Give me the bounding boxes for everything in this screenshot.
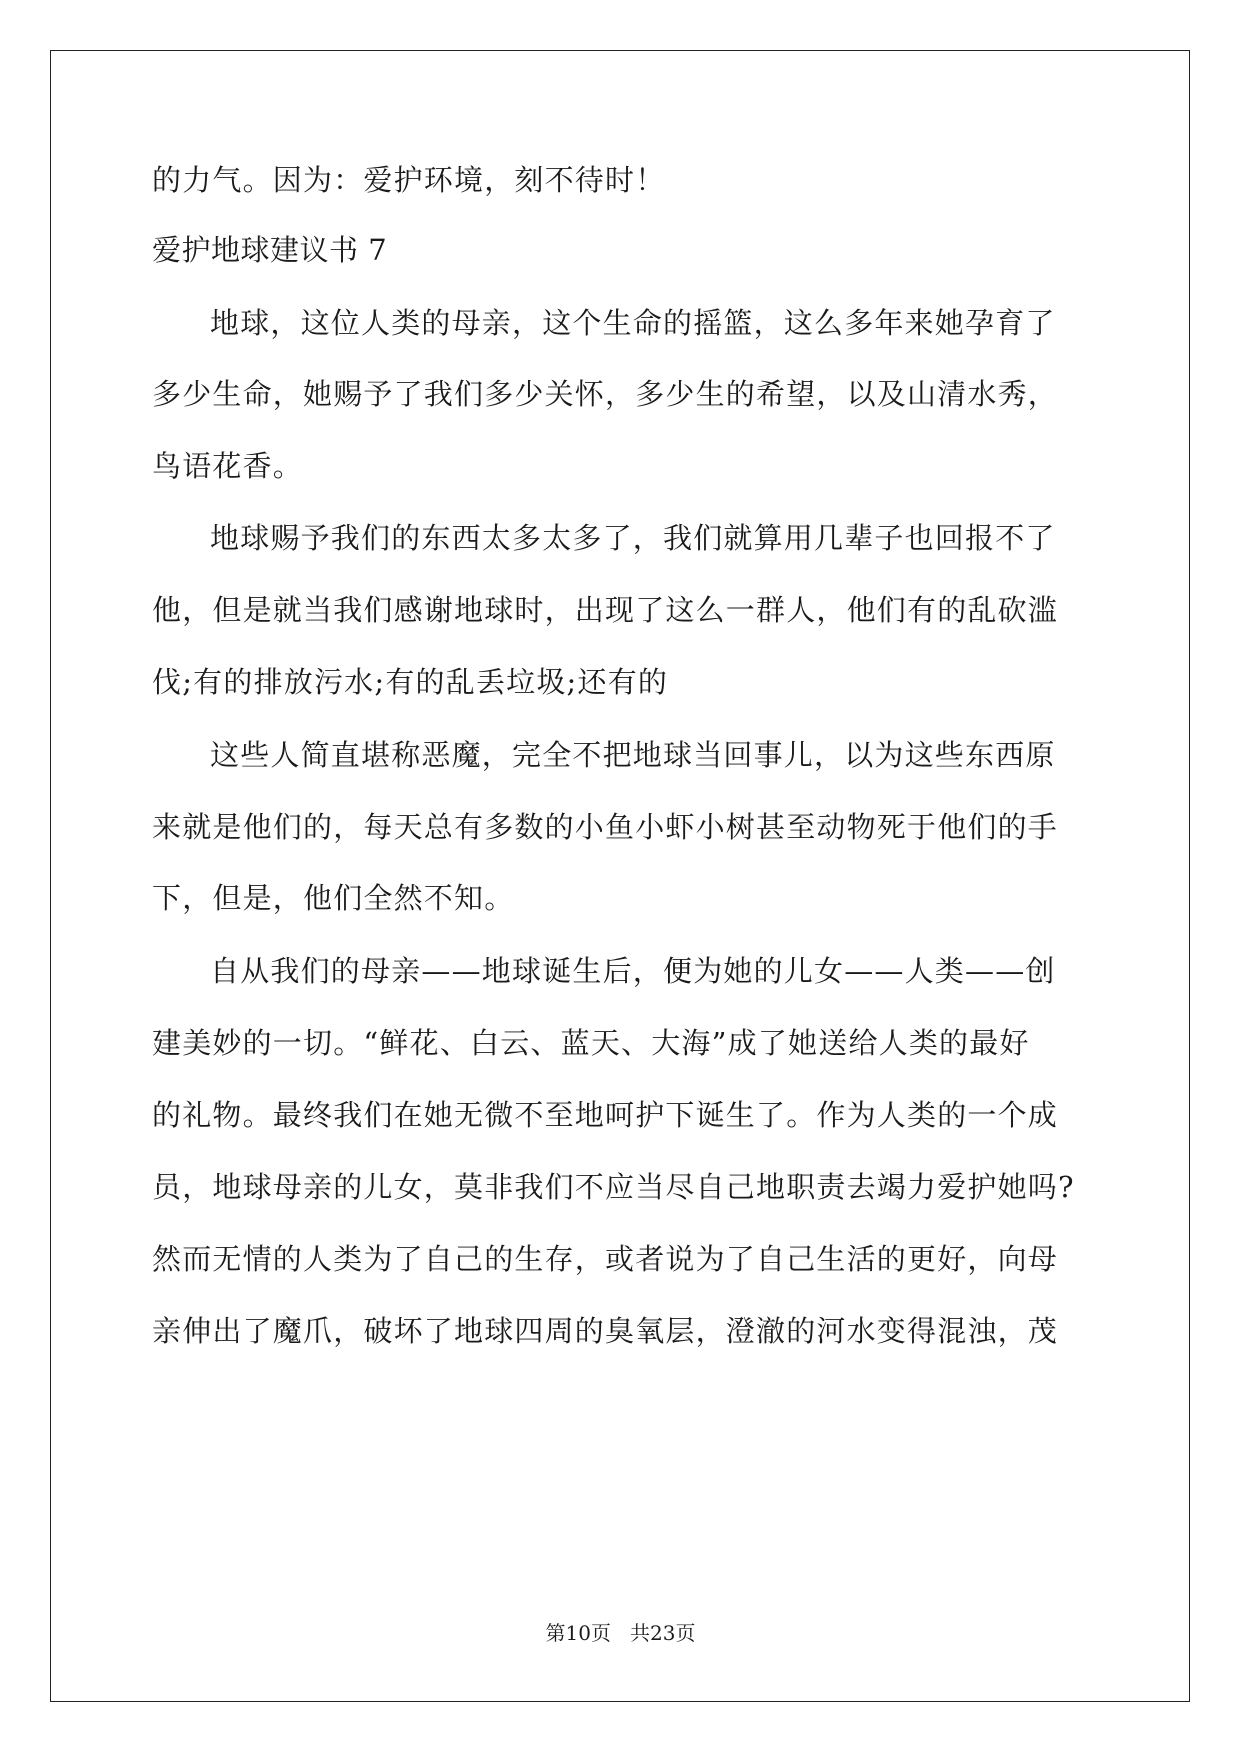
paragraph-first-line: 这些人简直堪称恶魔，完全不把地球当回事儿，以为这些东西原	[210, 738, 1056, 772]
text-line: 来就是他们的，每天总有多数的小鱼小虾小树甚至动物死于他们的手	[152, 810, 1059, 844]
page-footer	[0, 1620, 1241, 1646]
text-line: 伐;有的排放污水;有的乱丢垃圾;还有的	[152, 665, 669, 699]
paragraph-first-line: 地球，这位人类的母亲，这个生命的摇篮，这么多年来她孕育了	[210, 306, 1056, 340]
text-line: 的礼物。最终我们在她无微不至地呵护下诞生了。作为人类的一个成	[152, 1098, 1059, 1132]
text-line: 然而无情的人类为了自己的生存，或者说为了自己生活的更好，向母	[152, 1242, 1059, 1276]
section-heading: 爱护地球建议书 7	[152, 233, 388, 267]
page-border	[50, 50, 1190, 1702]
page-number: 第10页 共23页	[545, 1621, 696, 1645]
text-line: 员，地球母亲的儿女，莫非我们不应当尽自己地职责去竭力爱护她吗?	[152, 1170, 1075, 1204]
text-line: 鸟语花香。	[152, 449, 304, 483]
text-line: 建美妙的一切。“鲜花、白云、蓝天、大海”成了她送给人类的最好	[152, 1026, 1030, 1060]
text-line: 多少生命，她赐予了我们多少关怀，多少生的希望，以及山清水秀，	[152, 377, 1059, 411]
text-line: 亲伸出了魔爪，破坏了地球四周的臭氧层，澄澈的河水变得混浊，茂	[152, 1314, 1059, 1348]
text-line: 他，但是就当我们感谢地球时，出现了这么一群人，他们有的乱砍滥	[152, 593, 1059, 627]
text-line: 的力气。因为：爱护环境，刻不待时！	[152, 163, 666, 197]
paragraph-first-line: 地球赐予我们的东西太多太多了，我们就算用几辈子也回报不了	[210, 521, 1056, 555]
paragraph-first-line: 自从我们的母亲——地球诞生后，便为她的儿女——人类——创	[210, 954, 1056, 988]
text-line: 下，但是，他们全然不知。	[152, 881, 515, 915]
